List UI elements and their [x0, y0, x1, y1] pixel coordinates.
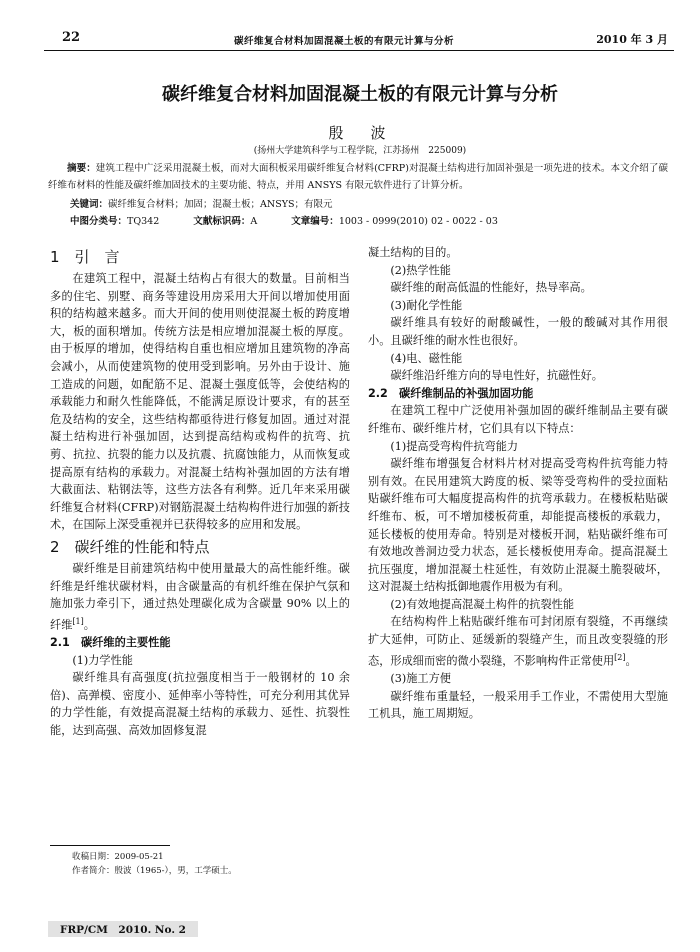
citation-1: [1]: [72, 616, 84, 626]
continued-text: 凝土结构的目的。: [368, 246, 458, 259]
chemical-paragraph: 碳纤维具有较好的耐酸碱性，一般的酸碱对其作用很小。且碳纤维的耐水性也很好。: [368, 316, 668, 347]
left-column: [50, 244, 350, 740]
author-bio: 作者简介：殷波（1965-），男，工学硕士。: [72, 866, 237, 876]
section-2-heading: 2 碳纤维的性能和特点: [50, 537, 210, 556]
running-header: [44, 30, 674, 51]
section-2-text-end: 。: [83, 618, 95, 632]
item-crack-resistance: (2)有效地提高混凝土构件的抗裂性能: [390, 597, 575, 611]
construction-paragraph: 碳纤维布重量轻，一般采用手工作业，不需使用大型施工机具，施工周期短。: [368, 689, 668, 721]
article-number-label: 文章编号：: [291, 216, 339, 227]
crack-text-end: 。: [625, 654, 637, 668]
doc-code-value: A: [250, 216, 258, 227]
item-construction: (3)施工方便: [390, 671, 451, 685]
crack-text: 在结构构件上粘贴碳纤维布可封闭原有裂缝，不再继续扩大延伸，可防止、延缓新的裂缝产生，而且改变裂缝的形态，形成细而密的微小裂缝，不影响构件正常使用: [368, 615, 668, 668]
abstract: [48, 160, 668, 194]
clc-value: TQ342: [127, 216, 160, 227]
article-title: 碳纤维复合材料加固混凝土板的有限元计算与分析: [162, 84, 558, 105]
abstract-label: 摘要：: [67, 163, 96, 174]
footnote-divider: [50, 845, 170, 846]
item-mechanical: (1)力学性能: [72, 653, 133, 667]
item-electromagnetic: (4)电、磁性能: [390, 351, 463, 365]
crack-paragraph: [368, 613, 668, 670]
mechanical-paragraph: 碳纤维具有高强度(抗拉强度相当于一般钢材的 10 余倍)、高弹模、密度小、延伸率小等特性，可充分利用其优异的力学性能，有效提高混凝土结构的承载力、延性、抗裂性能，达到高强、高效加固修复混: [50, 671, 350, 737]
citation-2: [2]: [614, 652, 626, 662]
electromagnetic-paragraph: 碳纤维沿纤维方向的导电性好，抗磁性好。: [390, 369, 603, 383]
journal-issue: FRP/CM 2010. No. 2: [60, 924, 186, 936]
classification-line: [70, 213, 498, 227]
item-thermal: (2)热学性能: [390, 263, 451, 277]
clc-label: 中图分类号：: [70, 216, 128, 227]
author-affiliation: (扬州大学建筑科学与工程学院，江苏扬州 225009): [253, 146, 467, 156]
section-1-heading: 1 引 言: [50, 248, 120, 266]
thermal-paragraph: 碳纤维的耐高低温的性能好，热导率高。: [390, 281, 592, 295]
section-2-paragraph: [50, 560, 350, 634]
section-2-2-heading: 2.2 碳纤维制品的补强加固功能: [368, 386, 534, 400]
author-name: 殷 波: [328, 124, 392, 142]
keywords: [70, 196, 332, 210]
section-2-1-heading: 2.1 碳纤维的主要性能: [50, 636, 171, 650]
section-2-text: 碳纤维是目前建筑结构中使用量最大的高性能纤维。碳纤维是纤维状碳材料，由含碳量高的有机纤维在保护气氛和施加张力牵引下，通过热处理碳化成为含碳量 90% 以上的纤维: [50, 561, 350, 632]
keywords-text: 碳纤维复合材料；加固；混凝土板；ANSYS；有限元: [108, 199, 333, 210]
doc-code-label: 文献标识码：: [193, 216, 251, 227]
right-column: [368, 244, 668, 723]
page-number: 22: [62, 30, 81, 45]
abstract-text: 建筑工程中广泛采用混凝土板，而对大面积板采用碳纤维复合材料(CFRP)对混凝土结构进行加固补强是一项先进的技术。本文介绍了碳纤维布材料的性能及碳纤维加固技术的主要功能、特点，并用 ANSYS 有限元软件进行了计算分析。: [48, 163, 668, 191]
item-chemical: (3)耐化学性能: [390, 298, 463, 312]
keywords-label: 关键词：: [70, 199, 109, 210]
article-number-value: 1003 - 0999(2010) 02 - 0022 - 03: [338, 216, 498, 227]
item-flexural: (1)提高受弯构件抗弯能力: [390, 439, 519, 453]
section-2-2-paragraph: 在建筑工程中广泛使用补强加固的碳纤维制品主要有碳纤维布、碳纤维片材，它们具有以下特点：: [368, 404, 668, 435]
flexural-paragraph: 碳纤维布增强复合材料片材对提高受弯构件抗弯能力特别有效。在民用建筑大跨度的板、梁等受弯构件的受拉面粘贴碳纤维布可大幅度提高构件的抗弯承载力。在楼板粘贴碳纤维布、板，可不增加楼板荷重，却能提高楼板的承载力，延长楼板的使用寿命。特别是对楼板开洞，粘贴碳纤维布可有效地改善洞边受力状态，延长楼板使用寿命。提高混凝土抗压强度，增加混凝土柱延性，有效防止混凝土脆裂破坏，这对混凝土结构抵御地震作用极为有利。: [368, 457, 668, 594]
journal-footer: [48, 921, 198, 937]
issue-date: 2010 年 3 月: [596, 33, 668, 46]
received-date: 收稿日期：2009-05-21: [72, 852, 164, 862]
running-title: 碳纤维复合材料加固混凝土板的有限元计算与分析: [234, 36, 455, 47]
section-1-paragraph: 在建筑工程中，混凝土结构占有很大的数量。目前相当多的住宅、别墅、商务等建设用房采用大开间以增加使用面积的结构越来越多。而大开间的使用则使混凝土板的跨度增大，板的面积增加。传统方法是相应增加混凝土板的厚度。由于板厚的增加，使得结构自重也相应增加且建筑物的净高会减小，从而使建筑物的使用受到影响。另外由于设计、施工造成的问题，如配筋不足、混凝土强度低等，会使结构的承载能力和耐久性能降低，不能满足原设计要求，有的甚至危及结构的安全，这些结构都亟待进行修复加固。通过对混凝土结构进行补强加固，达到提高结构或构件的抗弯、抗剪、抗拉、抗裂的能力以及抗震、抗腐蚀能力，从而恢复或提高原有结构的承载力。对混凝土结构补强加固的方法有增大截面法、粘钢法等，这些方法各有利弊。近几年来采用碳纤维复合材料(CFRP)对钢筋混凝土结构构件进行加强的新技术，在国际上深受重视并已获得较多的应用和发展。: [50, 272, 350, 532]
